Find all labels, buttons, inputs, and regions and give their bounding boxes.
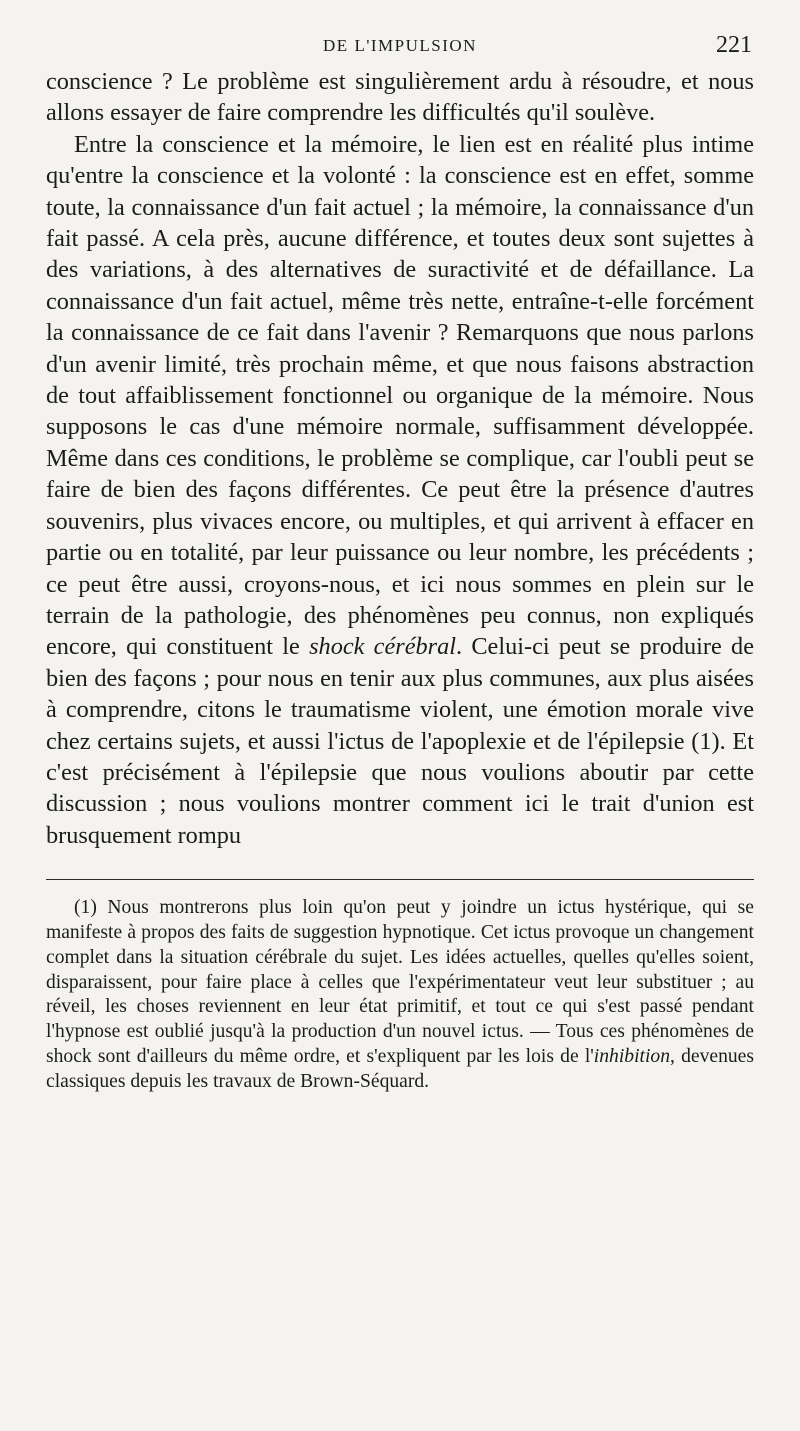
footnote-rule bbox=[46, 879, 754, 880]
footnote-text-a: (1) Nous montrerons plus loin qu'on peut y joindre un ictus hystérique, qui se manifeste à propos des faits de suggestion hypnotique. Cet ictus provoque un changement complet dans la situation cérébrale du sujet. Les idées actuelles, quelles qu'elles soient, disparaissent, pour faire place à celles que l'expérimentateur veut leur substituer ; au réveil, les choses reviennent en leur état primitif, et tout ce qui s'est passé pendant l'hypnose est oublié jusqu'à la production d'un nouvel ictus. — Tous ces phénomènes de shock sont d'ailleurs du même ordre, et s'expliquent par les lois de l' bbox=[46, 897, 754, 1067]
footnote bbox=[46, 896, 754, 1094]
page-number: 221 bbox=[716, 32, 752, 58]
footnote-text-b: , devenues classiques depuis les travaux de Brown-Séquard. bbox=[46, 1045, 754, 1092]
italic-term-inhibition: inhibition bbox=[593, 1045, 671, 1067]
running-title: DE L'IMPULSION bbox=[323, 36, 477, 55]
paragraph-main bbox=[46, 129, 754, 851]
page-header bbox=[46, 30, 754, 66]
footnote-paragraph bbox=[46, 896, 754, 1094]
italic-term-shock: shock cérébral bbox=[309, 633, 456, 661]
paragraph-main-text-b: . Celui-ci peut se produire de bien des façons ; pour nous en tenir aux plus communes, aux plus aisées à comprendre, citons le traumatisme violent, une émotion morale vive chez certains sujets, et aussi l'ictus de l'apoplexie et de l'épilepsie (1). Et c'est précisément à l'épilepsie que nous voulions aboutir par cette discussion ; nous voulions montrer comment ici le trait d'union est brusquement rompu bbox=[46, 633, 754, 849]
paragraph-main-text-a: Entre la conscience et la mémoire, le lien est en réalité plus intime qu'entre la conscience et la volonté : la conscience est en effet, somme toute, la connaissance d'un fait actuel ; la mémoire, la connaissance d'un fait passé. A cela près, aucune différence, et toutes deux sont sujettes à des variations, à des alternatives de suractivité et de défaillance. La connaissance d'un fait actuel, même très nette, entraîne-t-elle forcément la connaissance de ce fait dans l'avenir ? Remarquons que nous parlons d'un avenir limité, très prochain même, et que nous faisons abstraction de tout affaiblissement fonctionnel ou organique de la mémoire. Nous supposons le cas d'une mémoire normale, suffisamment développée. Même dans ces conditions, le problème se complique, car l'oubli peut se faire de bien des façons différentes. Ce peut être la présence d'autres souvenirs, plus vivaces encore, ou multiples, et qui arrivent à effacer en partie ou en totalité, par leur puissance ou leur nombre, les précédents ; ce peut être aussi, croyons-nous, et ici nous sommes en plein sur le terrain de la pathologie, des phénomènes peu connus, non expliqués encore, qui constituent le bbox=[46, 130, 754, 661]
body-text bbox=[46, 66, 754, 851]
paragraph-continued: conscience ? Le problème est singulièrement ardu à résoudre, et nous allons essayer de faire comprendre les difficultés qu'il soulève. bbox=[46, 68, 754, 127]
